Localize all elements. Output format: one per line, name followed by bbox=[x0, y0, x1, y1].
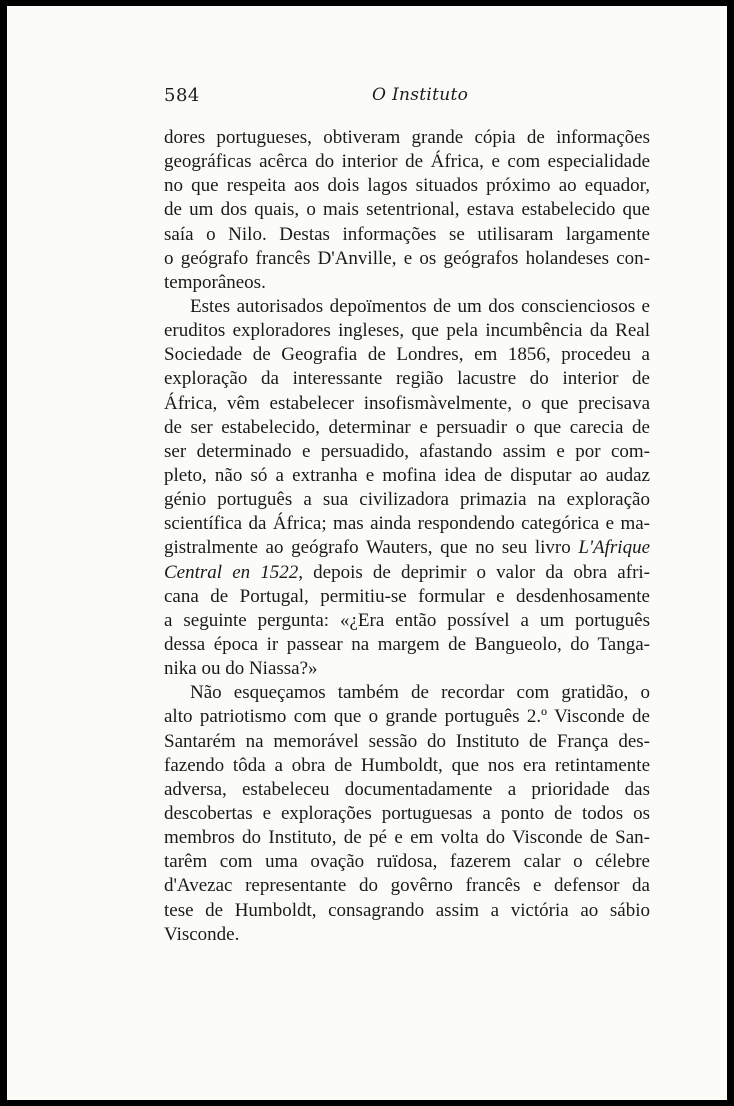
text-line: saía o Nilo. Destas informações se utilisaram largamente bbox=[164, 223, 650, 245]
text-line: adversa, estabeleceu documentadamente a prioridade das bbox=[164, 778, 650, 800]
text-line: d'Avezac representante do govêrno francês e defensor da bbox=[164, 875, 650, 897]
text-line: temporâneos. bbox=[164, 271, 266, 293]
text-segment: depois de deprimir o valor da obra afri- bbox=[313, 561, 650, 583]
text-line: Não esqueçamos também de recordar com gratidão, o bbox=[190, 682, 650, 704]
paragraph-3 bbox=[164, 681, 650, 947]
text-line: scientífica da África; mas ainda respondendo categórica e ma- bbox=[164, 513, 650, 535]
text-line: génio português a sua civilizadora primazia na exploração bbox=[164, 489, 650, 511]
text-line bbox=[164, 561, 650, 585]
paragraph-1 bbox=[164, 126, 650, 295]
book-title: L'Afrique bbox=[578, 537, 651, 559]
text-line: pleto, não só a extranha e mofina idea de disputar ao audaz bbox=[164, 464, 650, 486]
text-line: Sociedade de Geografia de Londres, em 1856, procedeu a bbox=[164, 344, 650, 366]
text-line: Visconde. bbox=[164, 923, 240, 945]
page-header bbox=[164, 85, 650, 115]
paragraph-2 bbox=[164, 295, 650, 681]
text-line: tese de Humboldt, consagrando assim a victória ao sábio bbox=[164, 899, 650, 921]
text-line: alto patriotismo com que o grande português 2.º Visconde de bbox=[164, 706, 650, 728]
text-line: Estes autorisados depoïmentos de um dos conscienciosos e bbox=[190, 295, 650, 317]
text-line: geográficas acêrca do interior de África, e com especialidade bbox=[164, 151, 650, 173]
text-line: tarêm com uma ovação ruïdosa, fazerem calar o célebre bbox=[164, 851, 650, 873]
text-line: no que respeita aos dois lagos situados próximo ao equador, bbox=[164, 175, 650, 197]
text-segment: gistralmente ao geógrafo Wauters, que no seu livro bbox=[164, 537, 571, 559]
text-line: dessa época ir passear na margem de Bangueolo, do Tanga- bbox=[164, 633, 650, 655]
text-line: o geógrafo francês D'Anville, e os geógrafos holandeses con- bbox=[164, 247, 650, 269]
text-line: membros do Instituto, de pé e em volta do Visconde de San- bbox=[164, 827, 650, 849]
text-line: ser determinado e persuadido, afastando assim e por com- bbox=[164, 440, 650, 462]
text-line: a seguinte pergunta: «¿Era então possível a um português bbox=[164, 609, 650, 631]
book-page bbox=[7, 6, 727, 1100]
text-line: exploração da interessante região lacustre do interior de bbox=[164, 368, 650, 390]
text-line: África, vêm estabelecer insofismàvelmente, o que precisava bbox=[164, 392, 650, 414]
running-title: O Instituto bbox=[372, 85, 469, 105]
text-line: nika ou do Niassa?» bbox=[164, 658, 318, 680]
book-title: Central en 1522, bbox=[164, 561, 304, 583]
text-line: descobertas e explorações portuguesas a ponto de todos os bbox=[164, 802, 650, 824]
text-line bbox=[164, 536, 650, 560]
text-line: de um dos quais, o mais setentrional, estava estabelecido que bbox=[164, 199, 650, 221]
text-line: cana de Portugal, permitiu-se formular e desdenhosamente bbox=[164, 585, 650, 607]
body-text bbox=[164, 126, 650, 947]
text-line: dores portugueses, obtiveram grande cópia de informações bbox=[164, 127, 650, 148]
text-line: de ser estabelecido, determinar e persuadir o que carecia de bbox=[164, 416, 650, 438]
text-line: eruditos exploradores ingleses, que pela incumbência da Real bbox=[164, 320, 650, 342]
text-line: Santarém na memorável sessão do Instituto de França des- bbox=[164, 730, 650, 752]
text-line: fazendo tôda a obra de Humboldt, que nos era retintamente bbox=[164, 754, 650, 776]
page-number: 584 bbox=[164, 85, 200, 106]
